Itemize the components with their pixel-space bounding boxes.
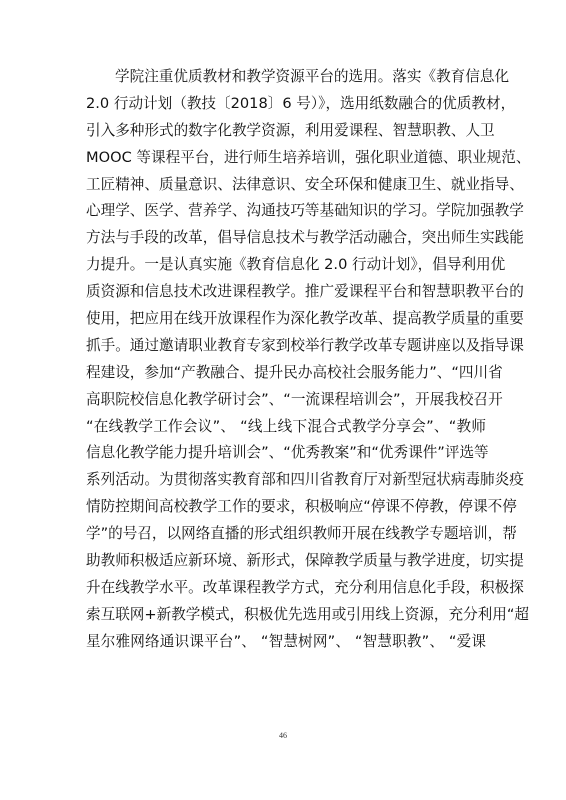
text-line: 使用，把应用在线开放课程作为深化教学改革、提高教学质量的重要 [86, 310, 524, 328]
text-line: 星尔雅网络通识课平台”、 “智慧树网”、 “智慧职教”、 “爱课 [86, 632, 486, 650]
text-line: 高职院校信息化教学研讨会”、“一流课程培训会”，开展我校召开 [86, 390, 503, 408]
page-number: 46 [279, 731, 287, 740]
text-line: 工匠精神、质量意识、法律意识、安全环保和健康卫生、就业指导、 [86, 175, 524, 193]
body-paragraph [86, 64, 531, 656]
text-line: 质资源和信息技术改进课程教学。推广爱课程平台和智慧职教平台的 [86, 283, 524, 301]
text-line: 索互联网+新教学模式，积极优先选用或引用线上资源，充分利用“超 [86, 605, 530, 623]
text-line: 信息化教学能力提升培训会”、“优秀教案”和“优秀课件”评选等 [86, 444, 489, 462]
text-line: 2.0 行动计划（教技〔2018〕6 号）》，选用纸数融合的优质教材， [86, 94, 516, 112]
text-line: 系列活动。为贯彻落实教育部和四川省教育厅对新型冠状病毒肺炎疫 [86, 471, 524, 489]
text-line: 学院注重优质教材和教学资源平台的选用。落实《教育信息化 [115, 68, 510, 85]
text-line: 学”的号召，以网络直播的形式组织教师开展在线教学专题培训，帮 [86, 525, 517, 543]
text-line: 情防控期间高校教学工作的要求，积极响应“停课不停教，停课不停 [86, 498, 517, 516]
text-line: 方法与手段的改革，倡导信息技术与教学活动融合，突出师生实践能 [86, 229, 524, 247]
text-line: 心理学、医学、营养学、沟通技巧等基础知识的学习。学院加强教学 [86, 202, 524, 220]
text-line: 力提升。一是认真实施《教育信息化 2.0 行动计划》，倡导利用优 [86, 256, 506, 274]
text-line: 程建设，参加“产教融合、提升民办高校社会服务能力”、“四川省 [86, 363, 503, 381]
text-line: MOOC 等课程平台，进行师生培养培训，强化职业道德、职业规范、 [86, 148, 531, 166]
text-line: 抓手。通过邀请职业教育专家到校举行教学改革专题讲座以及指导课 [86, 336, 524, 354]
text-line: “在线教学工作会议”、 “线上线下混合式教学分享会”、“教师 [86, 417, 486, 435]
text-line: 引入多种形式的数字化教学资源，利用爱课程、智慧职教、人卫 [86, 121, 495, 139]
text-line: 升在线教学水平。改革课程教学方式，充分利用信息化手段，积极探 [86, 578, 524, 596]
text-line: 助教师积极适应新环境、新形式，保障教学质量与教学进度，切实提 [86, 552, 524, 570]
